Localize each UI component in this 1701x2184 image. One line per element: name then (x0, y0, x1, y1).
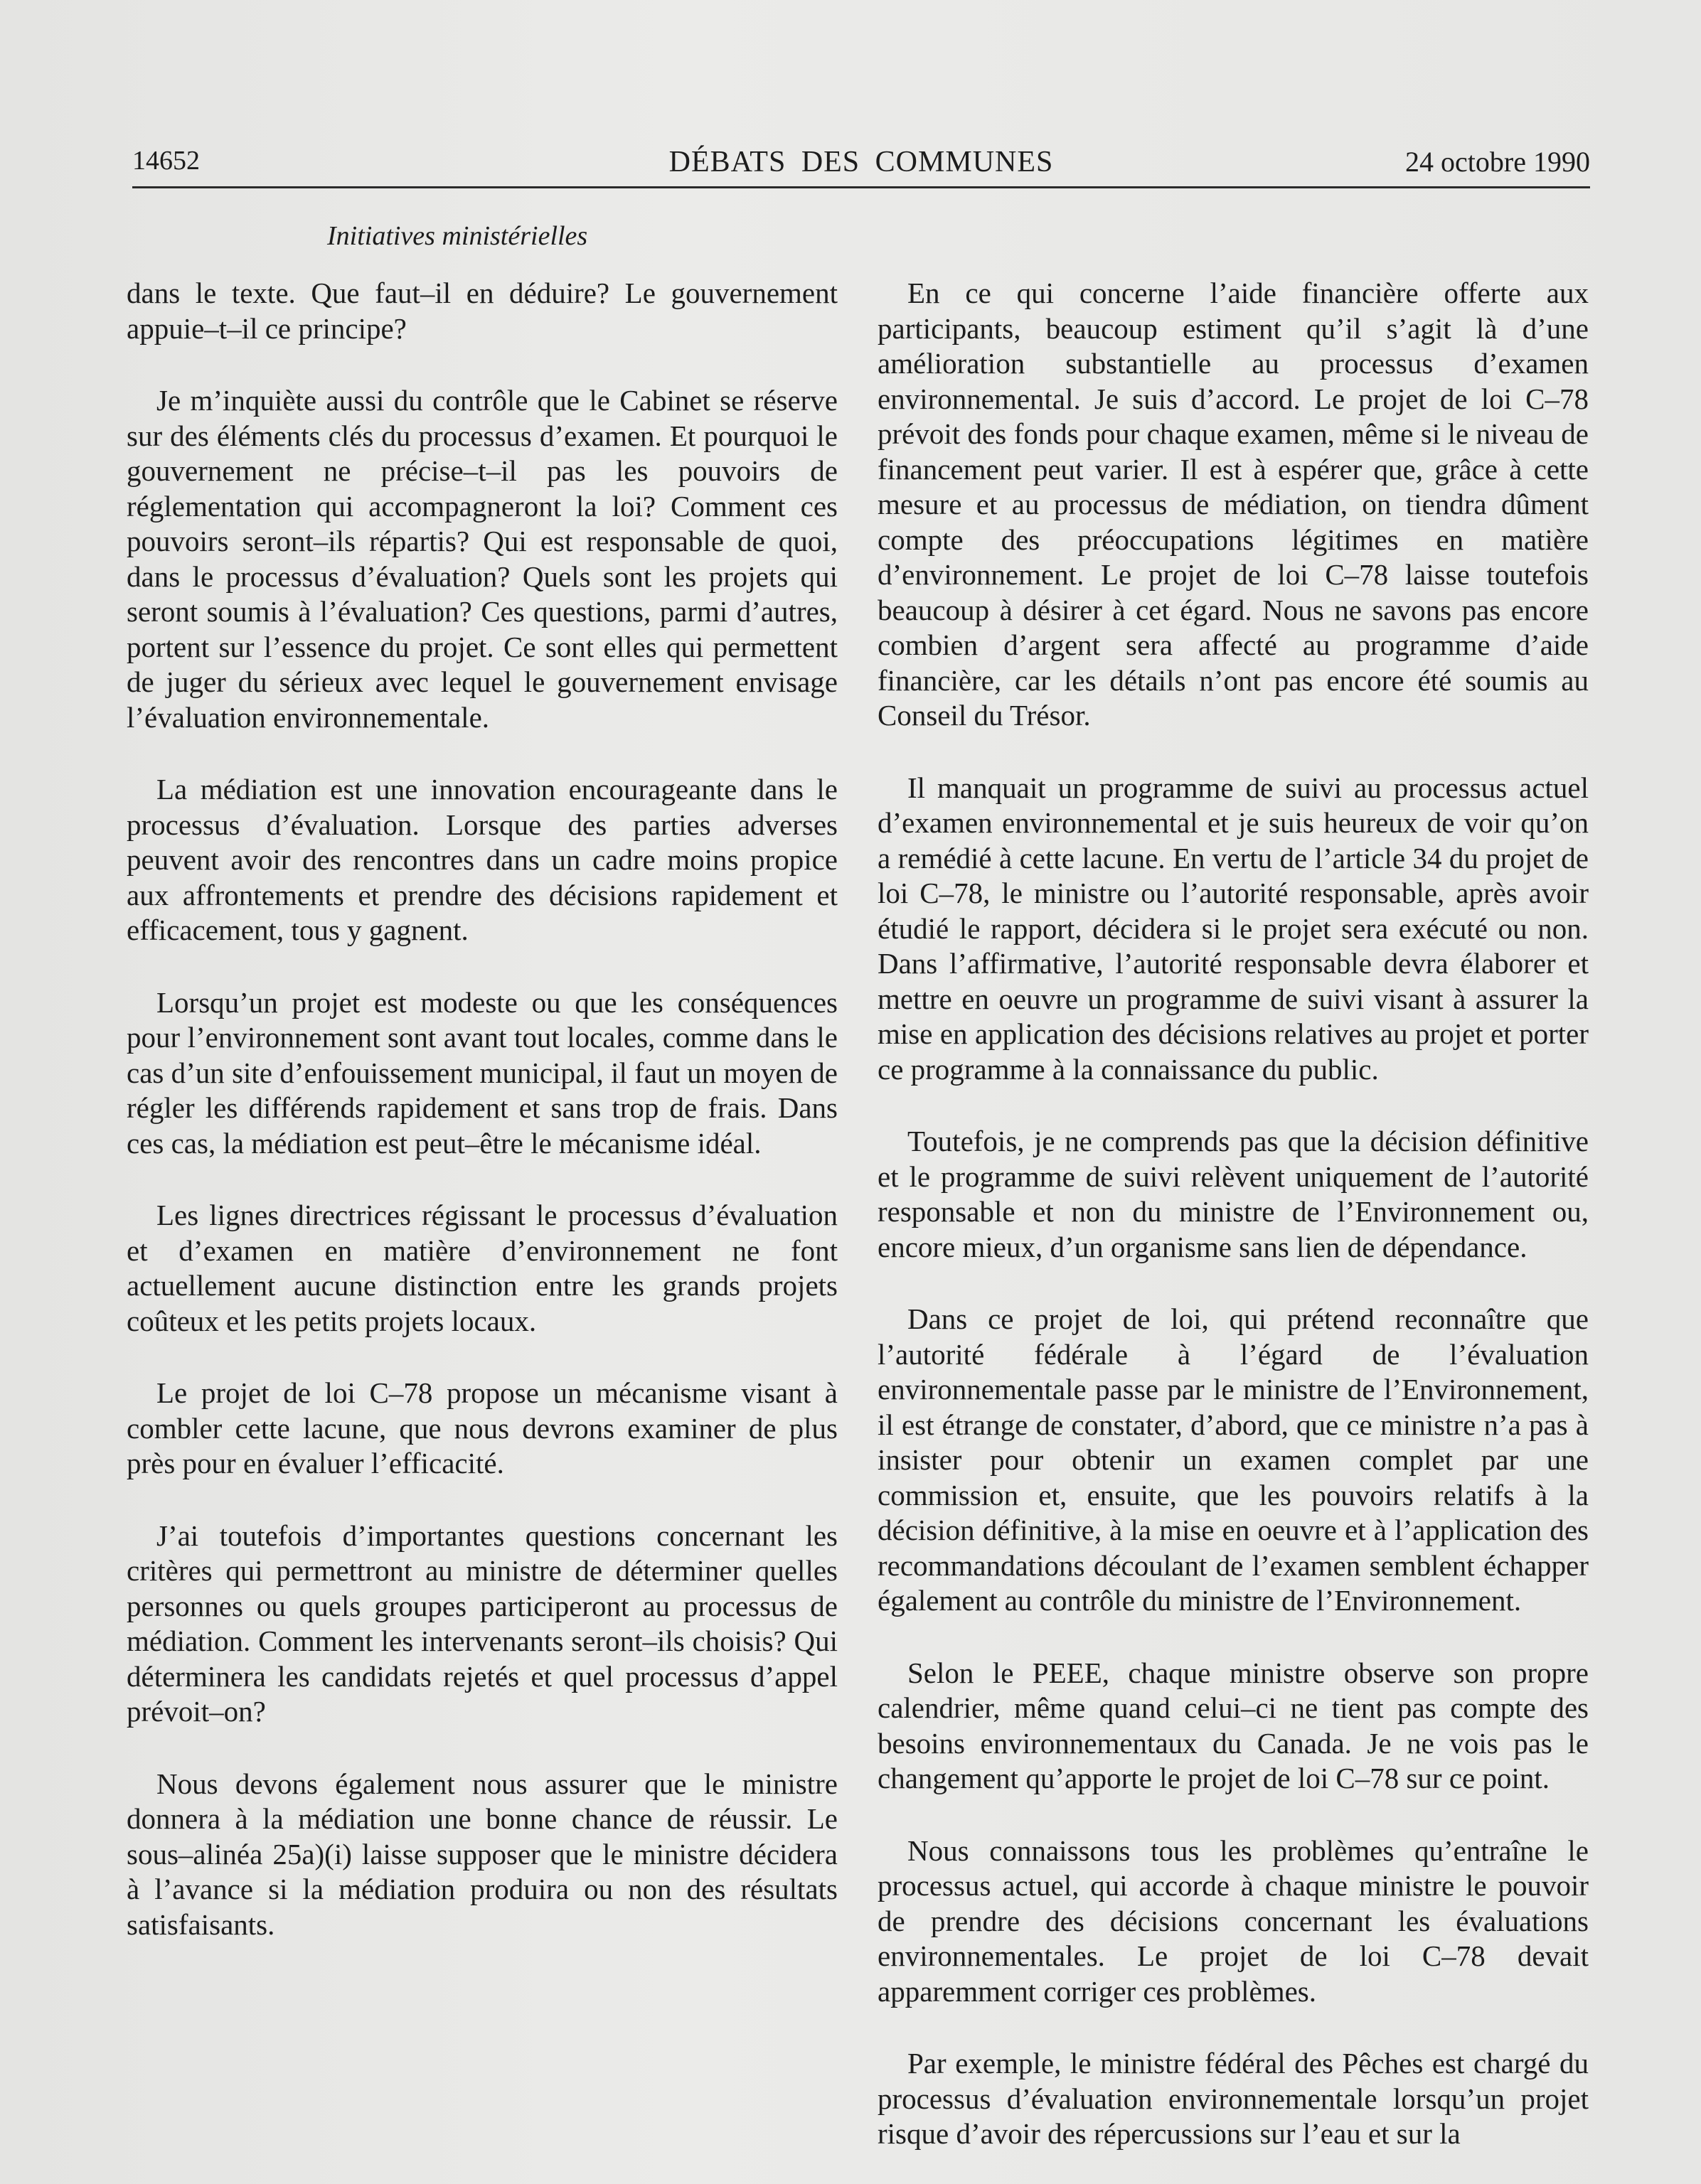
journal-title: DÉBATS DES COMMUNES (668, 146, 1054, 178)
paragraph: En ce qui concerne l’aide financière offerte aux participants, beaucoup estiment qu’il s’agit là d’une amélioration substantielle au processus d’examen environnemental. Je suis d’accord. Le projet de loi C–78 prévoit des fonds pour chaque examen, même si le niveau de financement peut varier. Il est à espérer que, grâce à cette mesure et au processus de médiation, on tiendra dûment compte des préoccupations légitimes en matière d’environnement. Le projet de loi C–78 laisse toutefois beaucoup à désirer à cet égard. Nous ne savons pas encore combien d’argent sera affecté au programme d’aide financière, car les détails n’ont pas encore été soumis au Conseil du Trésor. (878, 277, 1589, 732)
section-title: Initiatives ministérielles (327, 221, 588, 251)
paragraph: Je m’inquiète aussi du contrôle que le Cabinet se réserve sur des éléments clés du processus d’examen. Et pourquoi le gouvernement ne précise–t–il pas les pouvoirs de réglementation qui accompagneront la loi? Comment ces pouvoirs seront–ils répartis? Qui est responsable de quoi, dans le processus d’évaluation? Quels sont les projets qui seront soumis à l’évaluation? Ces questions, parmi d’autres, portent sur l’essence du projet. Ce sont elles qui permettent de juger du sérieux avec lequel le gouvernement envisage l’évaluation environnementale. (127, 384, 838, 734)
page-header (132, 142, 1590, 188)
paragraph: Nous devons également nous assurer que le ministre donnera à la médiation une bonne chance de réussir. Le sous–alinéa 25a)(i) laisse supposer que le ministre décidera à l’avance si la médiation produira ou non des résultats satisfaisants. (127, 1767, 838, 1941)
right-column (878, 276, 1589, 2152)
paragraph: Par exemple, le ministre fédéral des Pêches est chargé du processus d’évaluation environnementale lorsqu’un projet risque d’avoir des répercussions sur l’eau et sur la (878, 2047, 1589, 2150)
paragraph: Selon le PEEE, chaque ministre observe son propre calendrier, même quand celui–ci ne tient pas compte des besoins environnementaux du Canada. Je ne vois pas le changement qu’apporte le projet de loi C–78 sur ce point. (878, 1656, 1589, 1794)
paragraph: Lorsqu’un projet est modeste ou que les conséquences pour l’environnement sont avant tout locales, comme dans le cas d’un site d’enfouissement municipal, il faut un moyen de régler les différends rapidement et sans trop de frais. Dans ces cas, la médiation est peut–être le mécanisme idéal. (127, 985, 838, 1160)
paragraph: Nous connaissons tous les problèmes qu’entraîne le processus actuel, qui accorde à chaque ministre le pouvoir de prendre des décisions concernant les évaluations environnementales. Le projet de loi C–78 devait apparemment corriger ces problèmes. (878, 1834, 1589, 2008)
paragraph: Dans ce projet de loi, qui prétend reconnaître que l’autorité fédérale à l’égard de l’évaluation environnementale passe par le ministre de l’Environnement, il est étrange de constater, d’abord, que ce ministre n’a pas à insister pour obtenir un examen complet par une commission et, ensuite, que les pouvoirs relatifs à la décision définitive, à la mise en oeuvre et à l’application des recommandations découlant de l’examen semblent échapper également au contrôle du ministre de l’Environnement. (878, 1302, 1589, 1617)
paragraph: J’ai toutefois d’importantes questions concernant les critères qui permettront au ministre de déterminer quelles personnes ou quels groupes participeront au processus de médiation. Comment les intervenants seront–ils choisis? Qui déterminera les candidats rejetés et quel processus d’appel prévoit–on? (127, 1519, 838, 1728)
paragraph: Il manquait un programme de suivi au processus actuel d’examen environnemental et je suis heureux de voir qu’on a remédié à cette lacune. En vertu de l’article 34 du projet de loi C–78, le ministre ou l’autorité responsable, après avoir étudié le rapport, décidera si le projet sera exécuté ou non. Dans l’affirmative, l’autorité responsable devra élaborer et mettre en oeuvre un programme de suivi visant à assurer la mise en application des décisions relatives au projet et porter ce programme à la connaissance du public. (878, 771, 1589, 1086)
paragraph: dans le texte. Que faut–il en déduire? Le gouvernement appuie–t–il ce principe? (127, 277, 838, 345)
paragraph: Les lignes directrices régissant le processus d’évaluation et d’examen en matière d’environnement ne font actuellement aucune distinction entre les grands projets coûteux et les petits projets locaux. (127, 1199, 838, 1337)
paragraph: La médiation est une innovation encourageante dans le processus d’évaluation. Lorsque des parties adverses peuvent avoir des rencontres dans un cadre moins propice aux affrontements et prendre des décisions rapidement et efficacement, tous y gagnent. (127, 773, 838, 946)
header-date: 24 octobre 1990 (1405, 146, 1590, 178)
page-number: 14652 (132, 146, 200, 176)
paragraph: Toutefois, je ne comprends pas que la décision définitive et le programme de suivi relèvent uniquement de l’autorité responsable et non du ministre de l’Environnement ou, encore mieux, d’un organisme sans lien de dépendance. (878, 1125, 1589, 1263)
paragraph: Le projet de loi C–78 propose un mécanisme visant à combler cette lacune, que nous devrons examiner de plus près pour en évaluer l’efficacité. (127, 1376, 838, 1479)
left-column (127, 276, 838, 1942)
